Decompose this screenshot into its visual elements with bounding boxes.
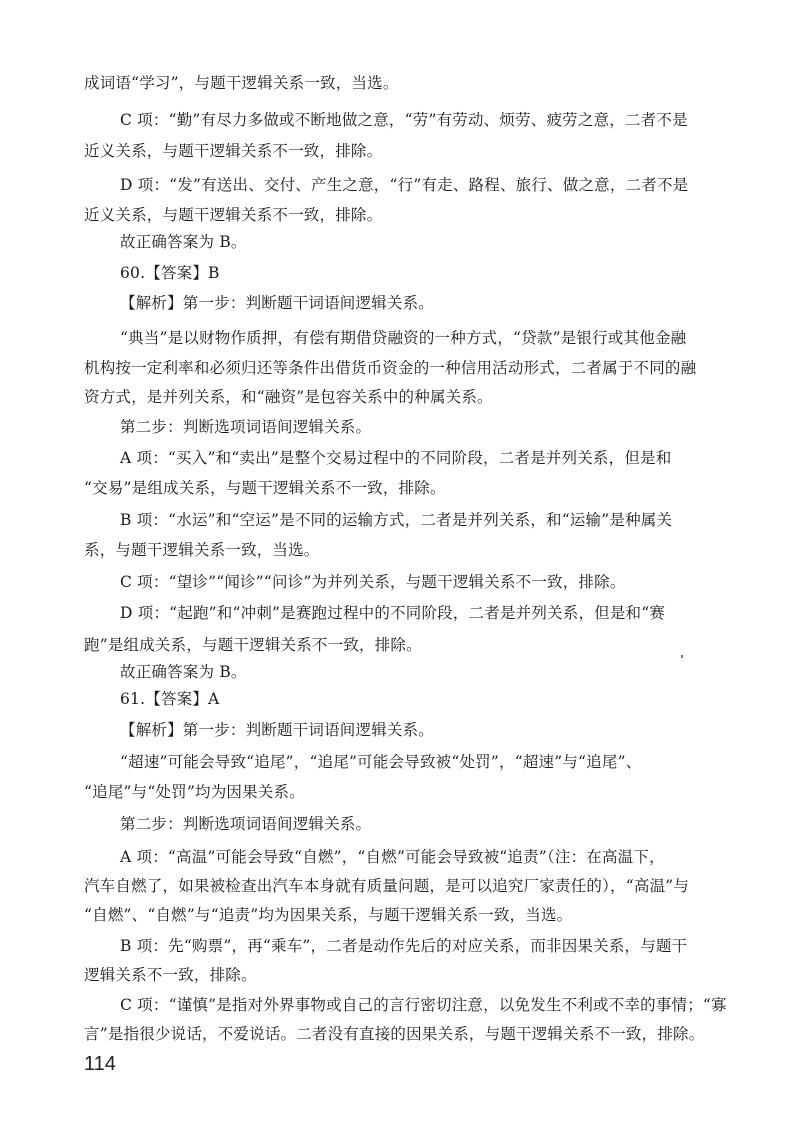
text-line: 跑”是组成关系，与题干逻辑关系不一致，排除。 [84, 636, 422, 654]
text-line: A 项：“买入”和“卖出”是整个交易过程中的不同阶段，二者是并列关系，但是和 [120, 449, 672, 467]
text-line: 机构按一定利率和必须归还等条件出借货币资金的一种信用活动形式，二者属于不同的融 [84, 359, 697, 377]
text-line: “交易”是组成关系，与题干逻辑关系不一致，排除。 [84, 479, 446, 497]
text-line: B 项：“水运”和“空运”是不同的运输方式，二者是并列关系，和“运输”是种属关 [120, 511, 673, 529]
text-line: 近义关系，与题干逻辑关系不一致，排除。 [84, 142, 383, 160]
text-line: 成词语“学习”，与题干逻辑关系一致，当选。 [84, 74, 399, 92]
text-line: 言”是指很少说话，不爱说话。二者没有直接的因果关系，与题干逻辑关系不一致，排除。 [84, 1025, 705, 1043]
text-line: B 项：先“购票”，再“乘车”，二者是动作先后的对应关系，而非因果关系，与题干 [120, 937, 688, 955]
text-line: C 项：“望诊”“闻诊”“问诊”为并列关系，与题干逻辑关系不一致，排除。 [120, 573, 626, 591]
text-line: 系，与题干逻辑关系一致，当选。 [84, 541, 320, 559]
text-line: C 项：“谨慎”是指对外界事物或自己的言行密切注意，以免发生不利或不幸的事情；“寡 [120, 996, 727, 1014]
analysis-heading: 【解析】第一步：判断题干词语间逻辑关系。 [120, 294, 435, 312]
text-line: C 项：“勤”有尽力多做或不断地做之意，“劳”有劳动、烦劳、疲劳之意，二者不是 [120, 111, 688, 129]
text-line: 资方式，是并列关系，和“融资”是包容关系中的种属关系。 [84, 388, 493, 406]
text-line: 故正确答案为 B。 [120, 663, 247, 681]
text-line: “典当”是以财物作质押，有偿有期借贷融资的一种方式，“贷款”是银行或其他金融 [120, 329, 687, 347]
text-line: A 项：“高温”可能会导致“自燃”，“自燃”可能会导致被“追责”（注：在高温下， [120, 848, 665, 866]
text-line: 近义关系，与题干逻辑关系不一致，排除。 [84, 206, 383, 224]
page-number: 114 [84, 1053, 116, 1075]
text-line: 故正确答案为 B。 [120, 233, 247, 251]
text-line: “自燃”、“自燃”与“追责”均为因果关系，与题干逻辑关系一致，当选。 [84, 906, 573, 924]
analysis-heading: 【解析】第一步：判断题干词语间逻辑关系。 [120, 721, 435, 739]
text-line: 第二步：判断选项词语间逻辑关系。 [120, 815, 372, 833]
answer-heading-61: 61.【答案】A [120, 690, 220, 708]
text-line: D 项：“起跑”和“冲刺”是赛跑过程中的不同阶段，二者是并列关系，但是和“赛 [120, 604, 666, 622]
text-line: D 项：“发”有送出、交付、产生之意，“行”有走、路程、旅行、做之意，二者不是 [120, 176, 689, 194]
text-line: 逻辑关系不一致，排除。 [84, 966, 257, 984]
text-line: 第二步：判断选项词语间逻辑关系。 [120, 418, 372, 436]
text-line: “追尾”与“处罚”均为因果关系。 [84, 783, 305, 801]
text-line: “超速”可能会导致“追尾”，“追尾”可能会导致被“处罚”，“超速”与“追尾”、 [120, 753, 642, 771]
scan-speck [681, 655, 683, 658]
answer-heading-60: 60.【答案】B [120, 264, 220, 282]
text-line: 汽车自燃了，如果被检查出汽车本身就有质量问题，是可以追究厂家责任的），“高温”与 [84, 877, 690, 895]
